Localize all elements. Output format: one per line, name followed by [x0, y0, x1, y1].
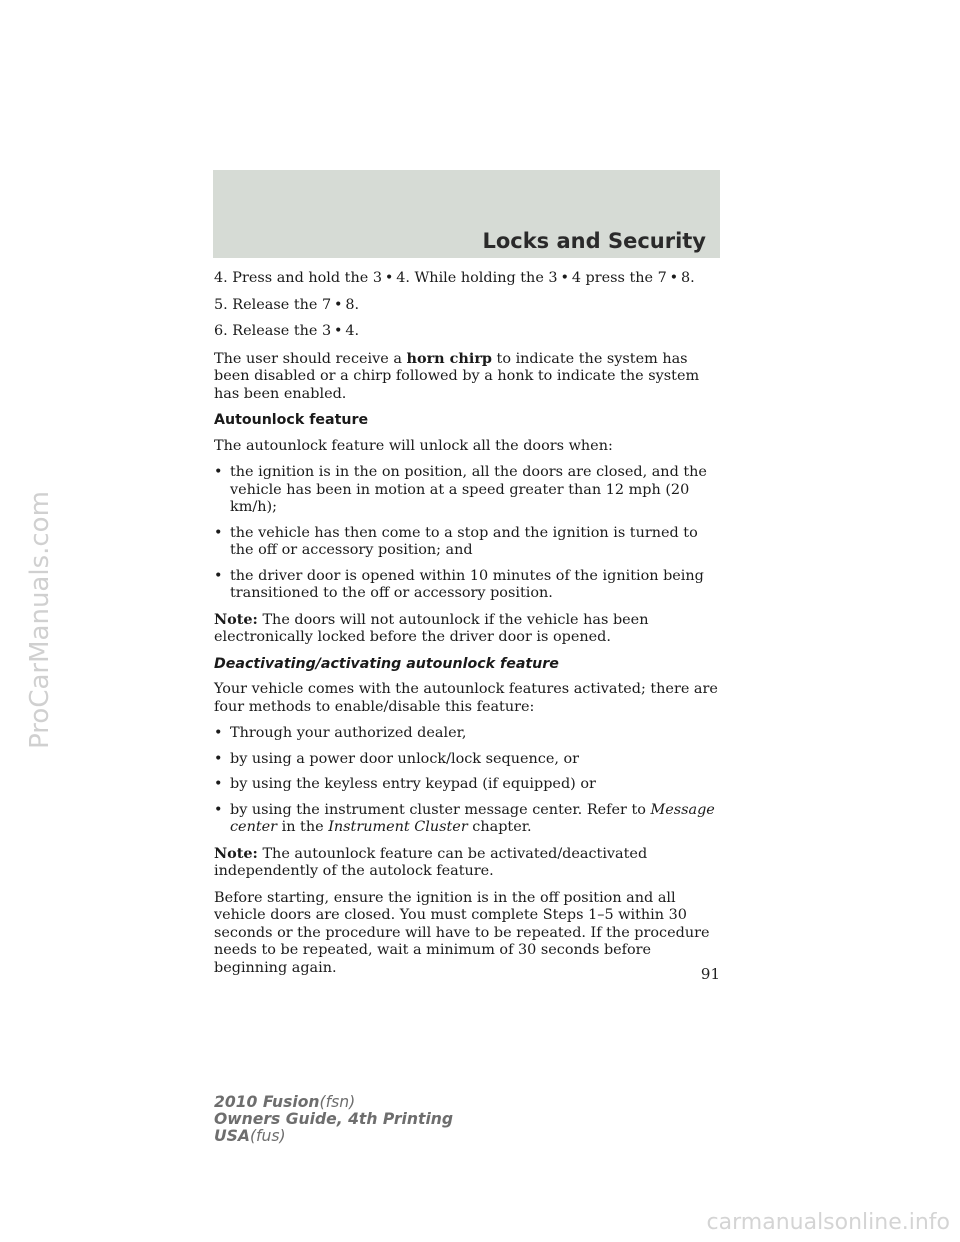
bullet-icon: •	[214, 801, 223, 818]
footer-model-code: (fsn)	[319, 1093, 356, 1111]
bullet-icon: •	[214, 524, 223, 541]
side-watermark	[20, 470, 60, 770]
methods-list	[214, 725, 724, 837]
autounlock-heading: Autounlock feature	[214, 412, 369, 428]
note-text: The autounlock feature can be activated/deactivated independently of the autolock feature.	[214, 845, 648, 879]
list-item-text: Through your authorized dealer,	[230, 725, 467, 741]
bullet-icon: •	[214, 776, 223, 792]
list-item-text: the driver door is opened within 10 minutes of the ignition being transitioned to the off or accessory position.	[230, 567, 704, 601]
footer-market-code: (fus)	[249, 1127, 286, 1145]
instrument-cluster-reference: Instrument Cluster	[328, 819, 468, 835]
list-item-text: the vehicle has then come to a stop and the ignition is turned to the off or accessory position; and	[230, 524, 698, 558]
step-6: 6. Release the 3 • 4.	[214, 323, 360, 339]
note-label: Note:	[214, 610, 258, 628]
deactivating-note	[214, 845, 724, 881]
list-item-text: the ignition is in the on position, all the doors are closed, and the vehicle has been in motion at a speed greater than 12 mph (20 km/h);	[230, 464, 707, 515]
list-item-text: in the	[277, 819, 329, 835]
deactivating-heading: Deactivating/activating autounlock feature	[214, 655, 559, 672]
list-item	[214, 802, 724, 837]
chapter-header-band	[213, 170, 720, 258]
deactivating-intro: Your vehicle comes with the autounlock features activated; there are four methods to enable/disable this feature:	[214, 681, 718, 715]
autounlock-conditions-list	[214, 464, 724, 603]
watermark-text: ProCarManuals.com	[25, 491, 55, 749]
message-center-reference: Message center	[230, 801, 715, 835]
step-5: 5. Release the 7 • 8.	[214, 296, 360, 313]
list-item-text: chapter.	[467, 819, 532, 835]
bullet-icon: •	[214, 464, 223, 480]
note-text: The doors will not autounlock if the vehicle has been electronically locked before the driver door is opened.	[214, 611, 649, 645]
footer-line-3	[214, 1128, 453, 1145]
list-item	[214, 725, 724, 743]
list-item-text: by using the instrument cluster message center. Refer to	[230, 801, 651, 818]
note-label: Note:	[214, 844, 258, 862]
list-item	[214, 751, 724, 769]
footer-line-2: Owners Guide, 4th Printing	[214, 1110, 454, 1128]
autounlock-note	[214, 611, 724, 647]
site-watermark: carmanualsonline.info	[706, 1210, 950, 1235]
page-number: 91	[700, 965, 720, 983]
list-item-text: by using the keyless entry keypad (if equipped) or	[230, 776, 596, 792]
list-item	[214, 568, 724, 603]
step-4: 4. Press and hold the 3 • 4. While holding the 3 • 4 press the 7 • 8.	[214, 270, 695, 286]
list-item	[214, 776, 724, 794]
horn-para-text: The user should receive a	[214, 350, 407, 367]
horn-chirp-paragraph	[214, 350, 724, 404]
horn-para-text-end: to indicate the system has been disabled or a chirp followed by a honk to indicate the system has been enabled.	[214, 350, 700, 402]
page-body	[214, 270, 724, 986]
autounlock-intro: The autounlock feature will unlock all the doors when:	[214, 437, 613, 454]
chapter-title: Locks and Security	[482, 229, 706, 253]
horn-chirp-term: horn chirp	[406, 349, 492, 367]
footer-market: USA	[214, 1127, 250, 1145]
footer-line-1	[214, 1094, 453, 1111]
list-item	[214, 464, 724, 517]
before-starting-paragraph: Before starting, ensure the ignition is in the off position and all vehicle doors are closed. You must complete Steps 1–5 within 30 seconds or the procedure will have to be repeated. If the procedure needs to be repeated, wait a minimum of 30 seconds before beginning again.	[214, 889, 710, 976]
bullet-icon: •	[214, 750, 223, 767]
bullet-icon: •	[214, 567, 223, 584]
document-footer	[214, 1094, 453, 1145]
footer-model: 2010 Fusion	[214, 1093, 320, 1111]
list-item-text: by using a power door unlock/lock sequence, or	[230, 750, 580, 767]
list-item	[214, 525, 724, 560]
bullet-icon: •	[214, 725, 223, 741]
